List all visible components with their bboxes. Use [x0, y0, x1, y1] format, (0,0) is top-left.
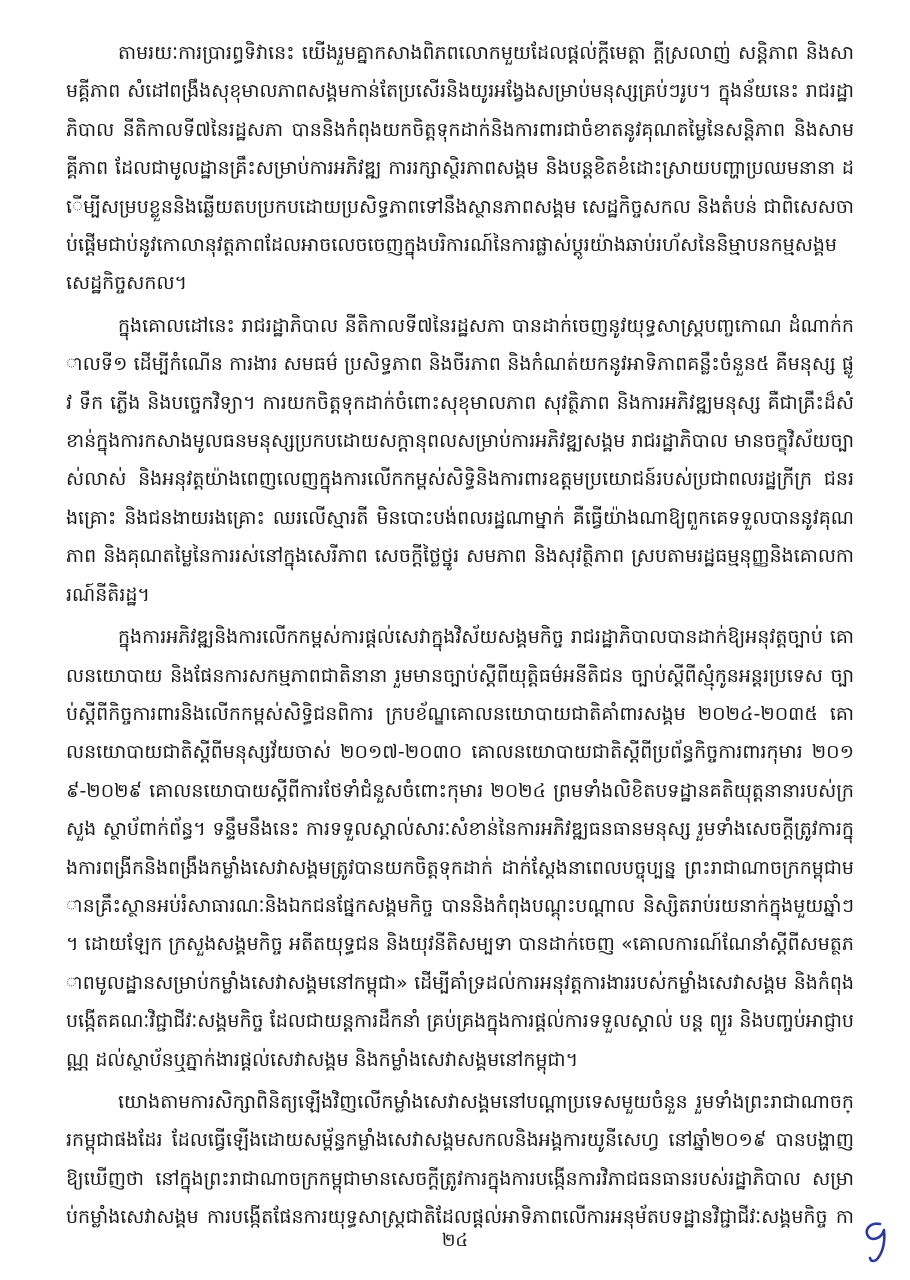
paragraph-4: យោងតាមការសិក្សាពិនិត្យឡើងវិញលើកម្លាំងសេវាសង្គមនៅបណ្តាប្រទេសមួយចំនួន រួមទាំងព្រះរាជាណាចក្រកម្ពុជាផងដែរ ដែលធ្វើឡើងដោយសម្ព័ន្ធកម្លាំងសេវាសង្គមសកលនិងអង្គការយូនីសេហ្វ នៅឆ្នាំ២០១៩ បានបង្ហាញឱ្យឃើញថា នៅក្នុងព្រះរាជាណាចក្រកម្ពុជាមានសេចក្តីត្រូវការក្នុងការបង្កើនការវិភាជធនធានរបស់រដ្ឋាភិបាល សម្រាប់កម្លាំងសេវាសង្គម ការបង្កើតផែនការយុទ្ធសាស្ត្រជាតិដែលផ្តល់អាទិភាពលើការអនុម័តបទដ្ឋានវិជ្ជាជីវៈសង្គមកិច្ច កា [66, 1090, 854, 1229]
handwritten-initial-icon [858, 1218, 898, 1266]
paragraph-3: ក្នុងការអភិវឌ្ឍនិងការលើកកម្ពស់ការផ្តល់សេវាក្នុងវិស័យសង្គមកិច្ច រាជរដ្ឋាភិបាលបានដាក់ឱ្យអនុវត្តច្បាប់ គោលនយោបាយ និងផែនការសកម្មភាពជាតិនានា រួមមានច្បាប់ស្តីពីយុត្តិធម៌អនីតិជន ច្បាប់ស្តីពីស្មុំកូនអន្តរប្រទេស ច្បាប់ស្តីពីកិច្ចការពារនិងលើកកម្ពស់សិទ្ធិជនពិការ ក្របខ័ណ្ឌគោលនយោបាយជាតិគាំពារសង្គម ២០២៤-២០៣៥ គោលនយោបាយជាតិស្តីពីមនុស្សវ័យចាស់ ២០១៧-២០៣០ គោលនយោបាយជាតិស្តីពីប្រព័ន្ធកិច្ចការពារកុមារ ២០១៩-២០២៩ គោលនយោបាយស្តីពីការថែទាំជំនួសចំពោះកុមារ ២០២៤ ព្រមទាំងលិខិតបទដ្ឋានគតិយុត្តនានារបស់ក្រសួង ស្ថាប័ពាក់ព័ន្ធ។ ទន្ទឹមនឹងនេះ ការទទួលស្គាល់សារៈសំខាន់នៃការអភិវឌ្ឍធនធានមនុស្ស រួមទាំងសេចក្តីត្រូវការក្នុងការពង្រីកនិងពង្រឹងកម្លាំងសេវាសង្គមត្រូវបានយកចិត្តទុកដាក់ ដាក់ស្តែងនាពេលបច្ចុប្បន្ន ព្រះរាជាណាចក្រកម្ពុជាមានគ្រឹះស្ថានអប់រំសាធារណៈនិងឯកជនផ្នែកសង្គមកិច្ច បាននិងកំពុងបណ្តុះបណ្តាល និស្សិតរាប់រយនាក់ក្នុងមួយឆ្នាំៗ។ ដោយឡែក ក្រសួងសង្គមកិច្ច អតីតយុទ្ធជន និងយុវនីតិសម្បទា បានដាក់ចេញ «គោលការណ៍ណែនាំស្តីពីសមត្ថភាពមូលដ្ឋានសម្រាប់កម្លាំងសេវាសង្គមនៅកម្ពុជា» ដើម្បីគាំទ្រដល់ការអនុវត្តការងាររបស់កម្លាំងសេវាសង្គម និងកំពុងបង្កើតគណៈវិជ្ជាជីវៈសង្គមកិច្ច ដែលជាយន្តការដឹកនាំ គ្រប់គ្រងក្នុងការផ្តល់ការទទួលស្គាល់ បន្ត ព្យួរ និងបញ្ចប់អាជ្ញាបណ្ណ ដល់ស្ថាប័នឬភ្នាក់ងារផ្តល់សេវាសង្គម និងកម្លាំងសេវាសង្គមនៅកម្ពុជា។ [66, 626, 854, 1071]
paragraph-2: ក្នុងគោលដៅនេះ រាជរដ្ឋាភិបាល នីតិកាលទី៧នៃរដ្ឋសភា បានដាក់ចេញនូវយុទ្ធសាស្ត្របញ្ចកោណ ដំណាក់កាលទី១ ដើម្បីកំណើន ការងារ សមធម៌ ប្រសិទ្ធភាព និងចីរភាព និងកំណត់យកនូវអាទិភាពគន្លឹះចំនួន៥ គឺមនុស្ស ផ្លូវ ទឹក ភ្លើង និងបច្ចេកវិទ្យា។ ការយកចិត្តទុកដាក់ចំពោះសុខុមាលភាព សុវត្ថិភាព និងការអភិវឌ្ឍមនុស្ស គឺជាគ្រឹះដ៏សំខាន់ក្នុងការកសាងមូលធនមនុស្សប្រកបដោយសក្តានុពលសម្រាប់ការអភិវឌ្ឍសង្គម រាជរដ្ឋាភិបាល មានចក្ខុវិស័យច្បាស់លាស់ និងអនុវត្តយ៉ាងពេញលេញក្នុងការលើកកម្ពស់សិទ្ធិនិងការពារឧត្តមប្រយោជន៍របស់ប្រជាពលរដ្ឋក្រីក្រ ជនរងគ្រោះ និងជនងាយរងគ្រោះ ឈរលើស្មារតី មិនបោះបង់ពលរដ្ឋណាម្នាក់ គឺធ្វើយ៉ាងណាឱ្យពួកគេទទួលបាននូវគុណភាព និងគុណតម្លៃនៃការរស់នៅក្នុងសេរីភាព សេចក្តីថ្លៃថ្នូរ សមភាព និងសុវត្ថិភាព ស្របតាមរដ្ឋធម្មនុញ្ញនិងគោលការណ៍នីតិរដ្ឋ។ [66, 314, 854, 606]
paragraph-1: តាមរយៈការប្រារព្ធទិវានេះ យើងរួមគ្នាកសាងពិភពលោកមួយដែលផ្តល់ក្តីមេត្តា ក្តីស្រលាញ់ សន្តិភាព និងសាមគ្គីភាព សំដៅពង្រឹងសុខុមាលភាពសង្គមកាន់តែប្រសើរនិងយូរអង្វែងសម្រាប់មនុស្សគ្រប់ៗរូប។ ក្នុងន័យនេះ រាជរដ្ឋាភិបាល នីតិកាលទី៧នៃរដ្ឋសភា បាននិងកំពុងយកចិត្តទុកដាក់និងការពារជាចំខាតនូវគុណតម្លៃនៃសន្តិភាព និងសាមគ្គីភាព ដែលជាមូលដ្ឋានគ្រឹះសម្រាប់ការអភិវឌ្ឍ ការរក្សាស្ថិរភាពសង្គម និងបន្តខិតខំដោះស្រាយបញ្ហាប្រឈមនានា ដើម្បីសម្របខ្លួននិងឆ្លើយតបប្រកបដោយប្រសិទ្ធភាពទៅនឹងស្ថានភាពសង្គម សេដ្ឋកិច្ចសកល និងតំបន់ ជាពិសេសចាប់ផ្តើមជាប់នូវកោលានុវត្តភាពដែលអាចលេចចេញក្នុងបរិការណ៍នៃការផ្លាស់ប្តូរយ៉ាងឆាប់រហ័សនៃនិម្មាបនកម្មសង្គម សេដ្ឋកិច្ចសកល។ [66, 42, 854, 295]
page-number: ២៤ [441, 1230, 469, 1251]
document-body [66, 34, 854, 1234]
